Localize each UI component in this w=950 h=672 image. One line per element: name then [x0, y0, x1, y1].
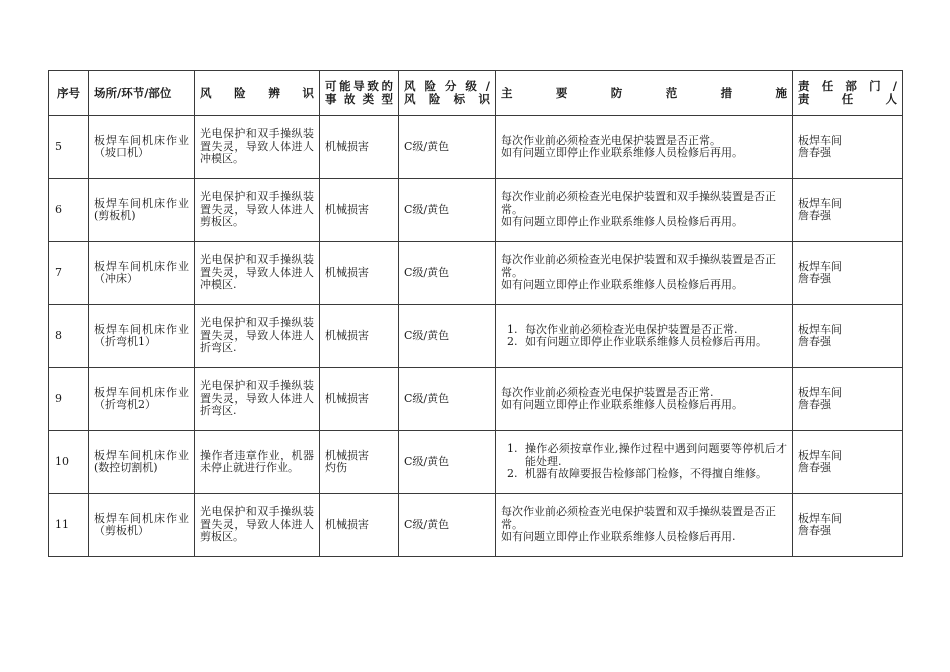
row-level: C级/黄色	[399, 431, 496, 494]
row-risk: 光电保护和双手操纵装置失灵，导致人体进人剪板区。	[195, 494, 320, 557]
row-risk: 操作者违章作业，机器未停止就进行作业。	[195, 431, 320, 494]
row-measures	[496, 242, 793, 305]
row-risk: 光电保护和双手操纵装置失灵，导致人体进人冲模区.	[195, 242, 320, 305]
row-responsible	[793, 368, 903, 431]
table-row	[49, 305, 903, 368]
row-responsible	[793, 494, 903, 557]
row-person: 詹春强	[798, 209, 831, 222]
measure-item: 2. 如有问题立即停止作业联系维修人员检修后再用。	[521, 336, 787, 349]
table-row	[49, 368, 903, 431]
header-resp-line1: 责任部门/	[798, 79, 897, 93]
row-level: C级/黄色	[399, 305, 496, 368]
row-dept: 板焊车间	[798, 385, 842, 399]
table-row	[49, 494, 903, 557]
row-person: 詹春强	[798, 146, 831, 159]
row-risk: 光电保护和双手操纵装置失灵，导致人体进人折弯区.	[195, 368, 320, 431]
row-person: 詹春强	[798, 461, 831, 474]
measure-line: 每次作业前必须检查光电保护装置是否正常.	[501, 385, 714, 399]
header-accident-type	[320, 71, 399, 116]
row-dept: 板焊车间	[798, 322, 842, 336]
row-level: C级/黄色	[399, 242, 496, 305]
row-dept: 板焊车间	[798, 259, 842, 273]
row-place: 板焊车间机床作业（剪板机）	[89, 494, 195, 557]
row-person: 詹春强	[798, 335, 831, 348]
header-row	[49, 71, 903, 116]
header-risk-identify: 风 险 辨 识	[195, 71, 320, 116]
measure-list	[501, 443, 787, 481]
header-index: 序号	[49, 71, 89, 116]
row-accident: 机械损害	[320, 494, 399, 557]
header-accident-line2: 事故类型	[325, 92, 393, 106]
measure-line: 每次作业前必须检查光电保护装置和双手操纵装置是否正常。	[501, 505, 776, 531]
row-measures	[496, 116, 793, 179]
row-index: 8	[49, 305, 89, 368]
measure-line: 如有问题立即停止作业联系维修人员检修后再用。	[501, 215, 743, 229]
row-index: 6	[49, 179, 89, 242]
row-risk: 光电保护和双手操纵装置失灵，导致人体进人折弯区.	[195, 305, 320, 368]
measure-list	[501, 324, 787, 349]
row-place: 板焊车间机床作业（冲床）	[89, 242, 195, 305]
row-accident: 机械损害	[320, 242, 399, 305]
row-place: 板焊车间机床作业（坡口机）	[89, 116, 195, 179]
row-accident	[320, 431, 399, 494]
row-measures	[496, 494, 793, 557]
table-row	[49, 116, 903, 179]
row-person: 詹春强	[798, 524, 831, 537]
row-accident: 机械损害	[320, 179, 399, 242]
row-risk: 光电保护和双手操纵装置失灵，导致人体进人冲模区。	[195, 116, 320, 179]
row-place: 板焊车间机床作业（折弯机2）	[89, 368, 195, 431]
row-index: 10	[49, 431, 89, 494]
header-level-line2: 风险标识	[404, 92, 490, 106]
accident-line: 机械损害	[325, 448, 369, 462]
row-level: C级/黄色	[399, 368, 496, 431]
header-measures: 主 要 防 范 措 施	[496, 71, 793, 116]
table-row	[49, 179, 903, 242]
row-person: 詹春强	[798, 398, 831, 411]
row-responsible	[793, 305, 903, 368]
row-accident: 机械损害	[320, 116, 399, 179]
header-resp-line2: 责任人	[798, 92, 897, 106]
measure-line: 每次作业前必须检查光电保护装置和双手操纵装置是否正常。	[501, 253, 776, 279]
row-place: 板焊车间机床作业(数控切割机)	[89, 431, 195, 494]
row-index: 5	[49, 116, 89, 179]
row-dept: 板焊车间	[798, 511, 842, 525]
row-dept: 板焊车间	[798, 196, 842, 210]
measure-line: 如有问题立即停止作业联系维修人员检修后再用。	[501, 278, 743, 292]
risk-table-sheet	[48, 70, 903, 557]
measure-line: 如有问题立即停止作业联系维修人员检修后再用。	[501, 146, 743, 159]
measure-line: 每次作业前必须检查光电保护装置是否正常。	[501, 133, 721, 147]
row-measures	[496, 368, 793, 431]
measure-line: 如有问题立即停止作业联系维修人员检修后再用.	[501, 530, 736, 544]
row-accident: 机械损害	[320, 305, 399, 368]
row-level: C级/黄色	[399, 179, 496, 242]
row-level: C级/黄色	[399, 116, 496, 179]
row-measures	[496, 305, 793, 368]
row-level: C级/黄色	[399, 494, 496, 557]
measure-item: 2. 机器有故障要报告检修部门检修，不得擅自维修。	[521, 468, 787, 481]
table-row	[49, 242, 903, 305]
header-level-line1: 风险分级/	[404, 79, 490, 93]
row-index: 7	[49, 242, 89, 305]
measure-item: 1. 每次作业前必须检查光电保护装置是否正常.	[521, 324, 787, 337]
row-responsible	[793, 242, 903, 305]
row-index: 9	[49, 368, 89, 431]
row-person: 詹春强	[798, 272, 831, 285]
row-place: 板焊车间机床作业（折弯机1）	[89, 305, 195, 368]
row-responsible	[793, 179, 903, 242]
header-risk-level	[399, 71, 496, 116]
measure-line: 如有问题立即停止作业联系维修人员检修后再用。	[501, 398, 743, 411]
accident-line: 灼伤	[325, 461, 347, 474]
header-place: 场所/环节/部位	[89, 71, 195, 116]
row-responsible	[793, 431, 903, 494]
row-accident: 机械损害	[320, 368, 399, 431]
header-responsible	[793, 71, 903, 116]
row-measures	[496, 431, 793, 494]
row-risk: 光电保护和双手操纵装置失灵，导致人体进人剪板区。	[195, 179, 320, 242]
row-dept: 板焊车间	[798, 448, 842, 462]
measure-line: 每次作业前必须检查光电保护装置和双手操纵装置是否正常。	[501, 190, 776, 216]
measure-item: 1. 操作必须按章作业,操作过程中遇到问题要等停机后才能处理.	[521, 443, 787, 468]
row-place: 板焊车间机床作业(剪板机)	[89, 179, 195, 242]
row-dept: 板焊车间	[798, 133, 842, 147]
table-row	[49, 431, 903, 494]
row-measures	[496, 179, 793, 242]
row-index: 11	[49, 494, 89, 557]
row-responsible	[793, 116, 903, 179]
header-accident-line1: 可能导致的	[325, 79, 393, 93]
risk-table	[48, 70, 903, 557]
